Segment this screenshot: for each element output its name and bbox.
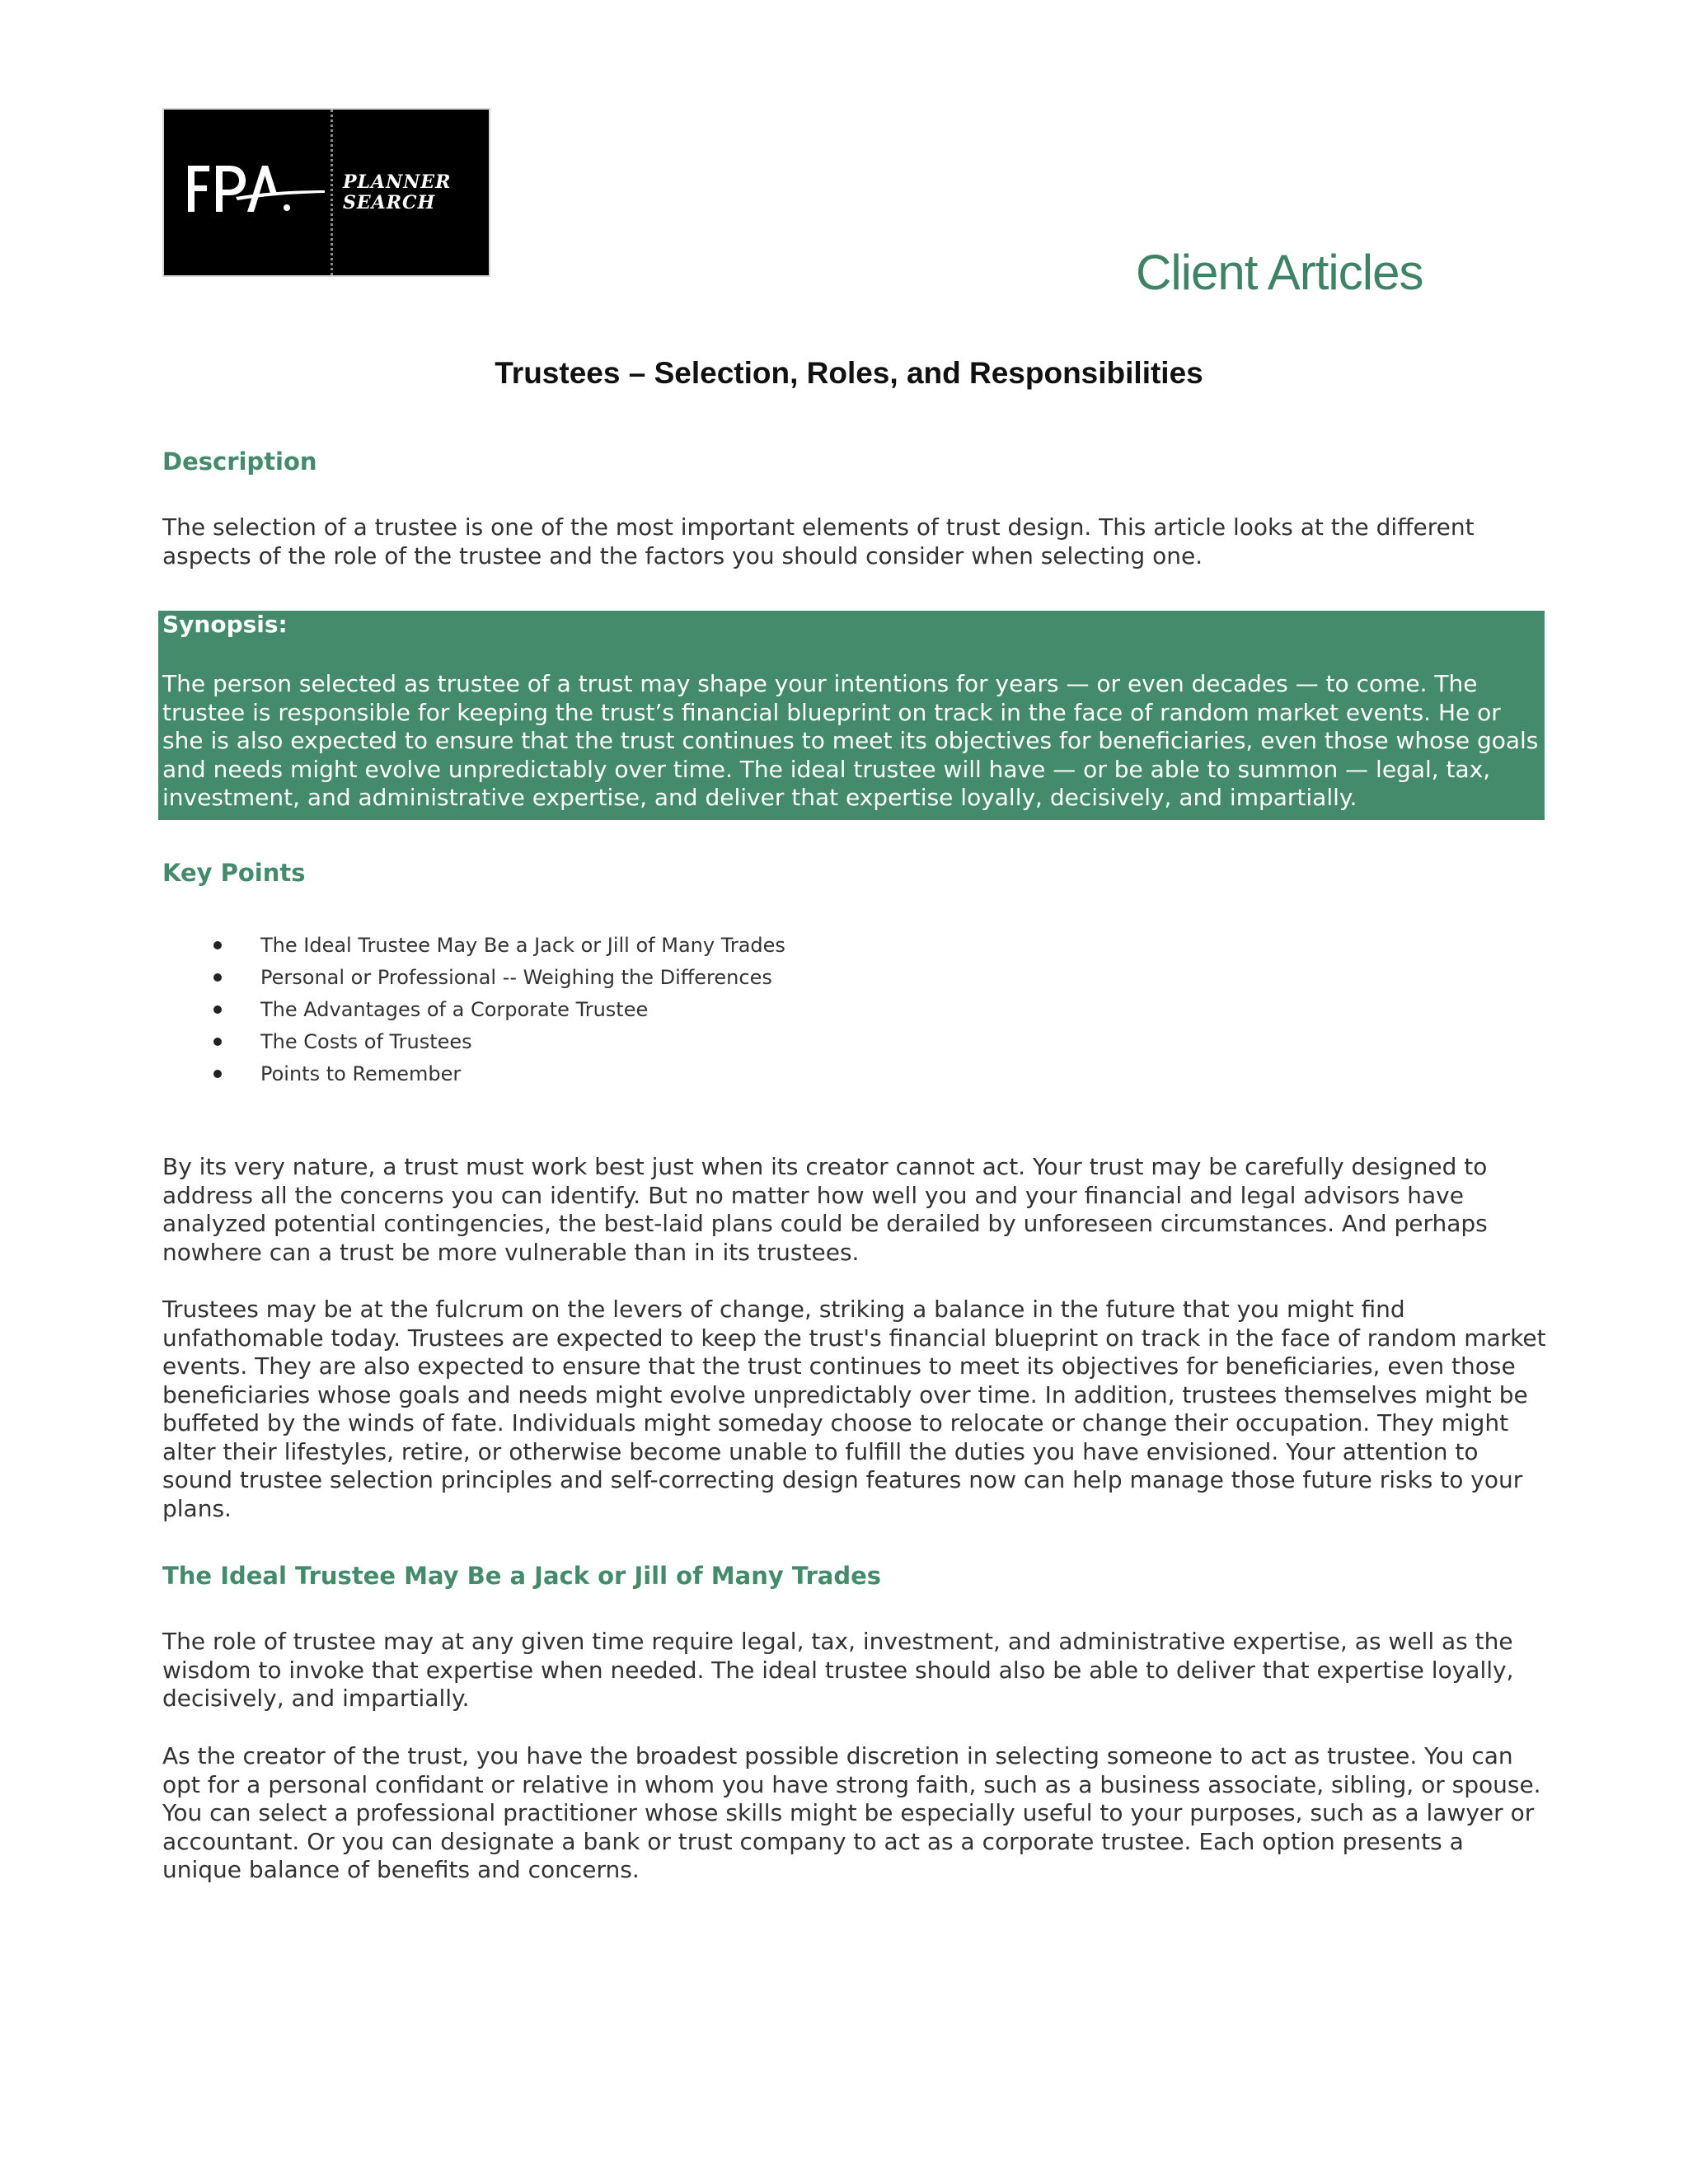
key-point-item	[162, 994, 785, 1026]
section-label: Client Articles	[1136, 245, 1423, 300]
ideal-trustee-heading: The Ideal Trustee May Be a Jack or Jill of Many Trades	[162, 1562, 882, 1590]
key-point-text: Personal or Professional -- Weighing the Differences	[260, 966, 772, 989]
body-paragraph-2: Trustees may be at the fulcrum on the levers of change, striking a balance in the future that you might find unfathomable today. Trustees are expected to keep the trust's financial blueprint on track in the face of random market events. They are also expected to ensure that the trust continues to meet its objectives for beneficiaries, even those beneficiaries whose goals and needs might evolve unpredictably over time. In addition, trustees themselves might be buffeted by the winds of fate. Individuals might someday choose to relocate or change their occupation. They might alter their lifestyles, retire, or otherwise become unable to fulfill the duties you have envisioned. Your attention to sound trustee selection principles and self-correcting design features now can help manage those future risks to your plans.	[162, 1296, 1546, 1522]
logo-text-line-2: SEARCH	[343, 192, 436, 213]
article-title: Trustees – Selection, Roles, and Responsibilities	[495, 356, 1203, 390]
description-heading: Description	[162, 448, 317, 476]
key-point-text: The Ideal Trustee May Be a Jack or Jill of Many Trades	[260, 934, 785, 957]
fpa-logo-mark	[186, 161, 326, 218]
ideal-trustee-paragraph-1: The role of trustee may at any given time require legal, tax, investment, and administrative expertise, as well as the wisdom to invoke that expertise when needed. The ideal trustee should also be able to deliver that expertise loyally, decisively, and impartially.	[162, 1628, 1514, 1712]
key-point-text: Points to Remember	[260, 1062, 462, 1085]
description-text: The selection of a trustee is one of the most important elements of trust design. This article looks at the different aspects of the role of the trustee and the factors you should consider when selecting one.	[162, 513, 1475, 569]
logo-text	[343, 172, 451, 213]
key-points-heading: Key Points	[162, 859, 306, 887]
logo-divider	[331, 110, 333, 275]
key-points-list	[162, 930, 785, 1090]
key-point-item	[162, 1058, 785, 1090]
logo-text-line-1: PLANNER	[343, 171, 452, 193]
bullet-icon	[213, 1070, 222, 1078]
key-point-text: The Costs of Trustees	[260, 1030, 472, 1053]
bullet-icon	[213, 1005, 222, 1014]
key-point-item	[162, 962, 785, 994]
bullet-icon	[213, 973, 222, 982]
body-paragraph-1: By its very nature, a trust must work best just when its creator cannot act. Your trust may be carefully designed to address all the concerns you can identify. But no matter how well you and your financial and legal advisors have analyzed potential contingencies, the best-laid plans could be derailed by unforeseen circumstances. And perhaps nowhere can a trust be more vulnerable than in its trustees.	[162, 1153, 1488, 1266]
synopsis-box	[158, 611, 1545, 820]
bullet-icon	[213, 941, 222, 949]
ideal-trustee-paragraph-2: As the creator of the trust, you have the broadest possible discretion in selecting someone to act as trustee. You can opt for a personal confidant or relative in whom you have strong faith, such as a business associate, sibling, or spouse. You can select a professional practitioner whose skills might be especially useful to your purposes, such as a lawyer or accountant. Or you can designate a bank or trust company to act as a corporate trustee. Each option presents a unique balance of benefits and concerns.	[162, 1742, 1541, 1883]
synopsis-heading: Synopsis:	[162, 611, 288, 638]
fpa-planner-search-logo	[162, 108, 490, 277]
key-point-item	[162, 930, 785, 962]
synopsis-text: The person selected as trustee of a trust may shape your intentions for years — or even decades — to come. The trustee is responsible for keeping the trust’s financial blueprint on track in the face of random market events. He or she is also expected to ensure that the trust continues to meet its objectives for beneficiaries, even those whose goals and needs might evolve unpredictably over time. The ideal trustee will have — or be able to summon — legal, tax, investment, and administrative expertise, and deliver that expertise loyally, decisively, and impartially.	[162, 670, 1539, 811]
key-point-item	[162, 1026, 785, 1058]
key-point-text: The Advantages of a Corporate Trustee	[260, 998, 649, 1021]
bullet-icon	[213, 1038, 222, 1046]
